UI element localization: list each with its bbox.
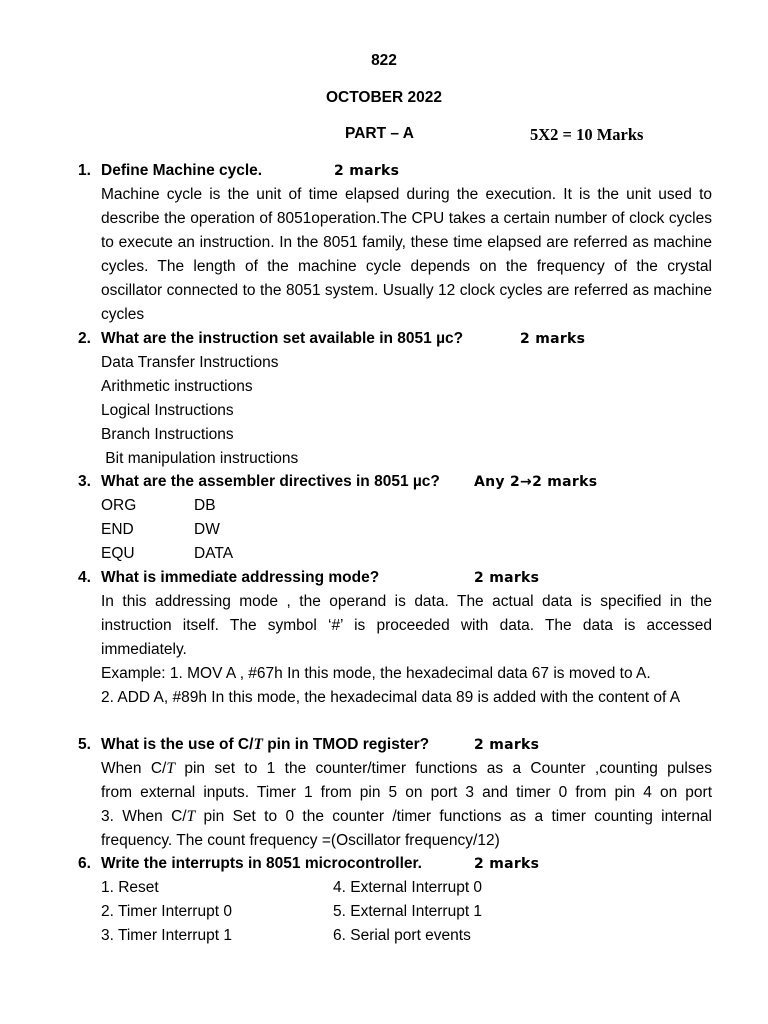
question-number: 3. (78, 473, 91, 490)
part-marks: 5X2 = 10 Marks (530, 125, 644, 144)
part-heading: PART – A (345, 125, 414, 142)
answer-line: frequency. The count frequency =(Oscillator frequency/12) (101, 832, 500, 849)
table-row (101, 876, 712, 900)
question-marks: 2 marks (474, 856, 540, 872)
question-text: What are the assembler directives in 8051 µc? (101, 473, 440, 490)
question-number: 4. (78, 569, 91, 586)
directive: ORG (101, 497, 137, 514)
directive: DW (194, 521, 220, 538)
t-bar-symbol: T (253, 736, 263, 753)
directive: DATA (194, 545, 234, 562)
list-item: Arithmetic instructions (101, 378, 253, 395)
table-row (101, 542, 712, 566)
question-marks: Any 2→2 marks (474, 474, 598, 490)
question-text: What is immediate addressing mode? (101, 569, 380, 586)
answer-3-table (101, 494, 712, 566)
list-item: Logical Instructions (101, 402, 234, 419)
t-bar-symbol: T (186, 808, 196, 825)
question-number: 2. (78, 330, 91, 347)
table-row (101, 900, 712, 924)
table-row (101, 924, 712, 948)
question-number: 1. (78, 162, 91, 179)
interrupt-item: 1. Reset (101, 879, 159, 896)
table-row (101, 494, 712, 518)
question-number: 5. (78, 736, 91, 753)
answer-line: 3. When C/T pin Set to 0 the counter /timer functions as a timer counting internal (101, 808, 712, 825)
interrupt-item: 6. Serial port events (333, 927, 471, 944)
interrupt-item: 4. External Interrupt 0 (333, 879, 483, 896)
question-marks: 2 marks (474, 570, 540, 586)
interrupt-item: 5. External Interrupt 1 (333, 903, 483, 920)
question-text: Write the interrupts in 8051 microcontroller. (101, 855, 422, 872)
answer-line: When C/T pin set to 1 the counter/timer functions as a Counter ,counting pulses (101, 760, 712, 777)
example-2: 2. ADD A, #89h In this mode, the hexadecimal data 89 is added with the content of A (101, 689, 681, 706)
answer-5 (101, 757, 712, 853)
answer-4: In this addressing mode , the operand is data. The actual data is specified in the instruction itself. The symbol ‘#’ is proceeded with data. The data is accessed immediately. (101, 593, 712, 658)
directive: EQU (101, 545, 135, 562)
question-text: What are the instruction set available in 8051 µc? (101, 330, 464, 347)
t-bar-symbol: T (166, 760, 175, 777)
question-marks: 2 marks (520, 331, 586, 347)
question-text: Define Machine cycle. (101, 162, 263, 179)
list-item: Bit manipulation instructions (101, 450, 299, 467)
list-item: Data Transfer Instructions (101, 354, 279, 371)
question-marks: 2 marks (474, 737, 540, 753)
list-item: Branch Instructions (101, 426, 234, 443)
directive: DB (194, 497, 216, 514)
exam-title: OCTOBER 2022 (325, 89, 442, 106)
question-number: 6. (78, 855, 91, 872)
interrupt-item: 3. Timer Interrupt 1 (101, 927, 232, 944)
answer-6-table (101, 876, 712, 948)
interrupt-item: 2. Timer Interrupt 0 (101, 903, 232, 920)
page-number: 822 (371, 52, 397, 69)
answer-2-list (101, 351, 712, 471)
directive: END (101, 521, 134, 538)
question-text: What is the use of C/T pin in TMOD register? (101, 736, 430, 753)
table-row (101, 518, 712, 542)
question-marks: 2 marks (334, 163, 400, 179)
answer-line: from external inputs. Timer 1 from pin 5 on port 3 and timer 0 from pin 4 on port (101, 784, 712, 801)
answer-1: Machine cycle is the unit of time elapsed during the execution. It is the unit used to describe the operation of 8051operation.The CPU takes a certain number of clock cycles to execute an instruction. In the 8051 family, these time elapsed are referred as machine cycles. The length of the machine cycle depends on the frequency of the crystal oscillator connected to the 8051 system. Usually 12 clock cycles are referred as machine cycles (101, 186, 712, 323)
example-1: Example: 1. MOV A , #67h In this mode, the hexadecimal data 67 is moved to A. (101, 665, 651, 682)
